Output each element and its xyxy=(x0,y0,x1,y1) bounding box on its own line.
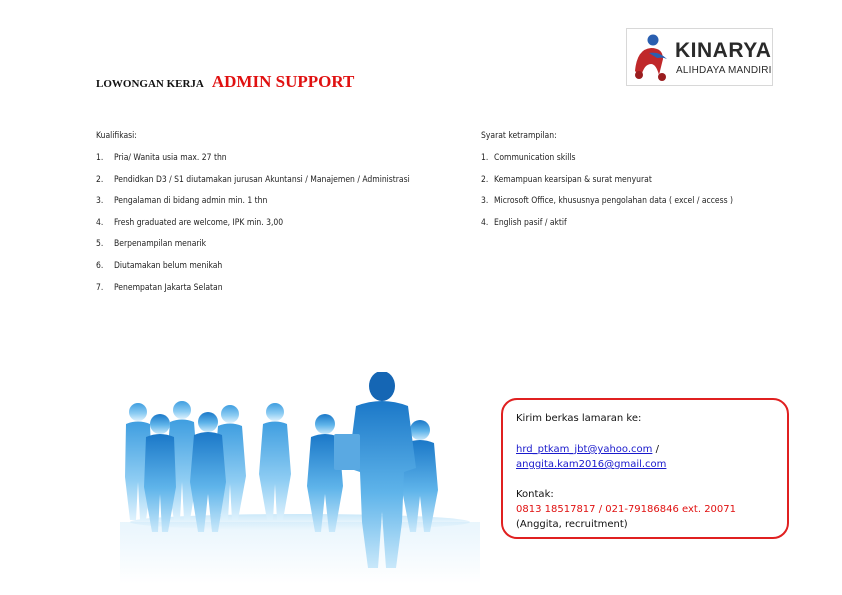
contact-phones: 0813 18517817 / 021-79186846 ext. 20071 xyxy=(516,504,737,515)
item-text: Communication skills xyxy=(494,153,576,163)
qualifications-title: Kualifikasi: xyxy=(96,131,137,141)
item-number: 3. xyxy=(481,196,489,207)
title-prefix: LOWONGAN KERJA xyxy=(96,78,204,90)
item-text: Pengalaman di bidang admin min. 1 thn xyxy=(114,196,268,207)
item-number: 4. xyxy=(96,217,104,228)
item-number: 5. xyxy=(96,239,104,250)
item-text: Penempatan Jakarta Selatan xyxy=(114,282,223,293)
skills-title: Syarat ketrampilan: xyxy=(481,131,557,141)
email-separator: / xyxy=(655,444,659,455)
item-number: 2. xyxy=(96,174,104,185)
item-number: 1. xyxy=(481,153,489,163)
item-text: English pasif / aktif xyxy=(494,217,567,228)
contact-intro: Kirim berkas lamaran ke: xyxy=(516,413,642,424)
business-people-illustration xyxy=(120,372,480,584)
item-number: 2. xyxy=(481,174,489,185)
page-title xyxy=(96,72,354,92)
item-text: Pria/ Wanita usia max. 27 thn xyxy=(114,153,227,163)
item-number: 6. xyxy=(96,260,104,271)
item-text: Diutamakan belum menikah xyxy=(114,260,223,271)
company-logo xyxy=(626,28,773,86)
kinarya-logo-icon xyxy=(629,31,673,83)
item-text: Kemampuan kearsipan & surat menyurat xyxy=(494,174,652,185)
logo-name: KINARYA xyxy=(675,39,772,62)
item-number: 1. xyxy=(96,153,104,163)
contact-box xyxy=(501,398,789,539)
item-text: Pendidkan D3 / S1 diutamakan jurusan Akuntansi / Manajemen / Administrasi xyxy=(114,174,410,185)
contact-person: (Anggita, recruitment) xyxy=(516,519,628,530)
logo-subtitle: ALIHDAYA MANDIRI xyxy=(676,65,772,76)
item-text: Fresh graduated are welcome, IPK min. 3,00 xyxy=(114,217,284,228)
item-text: Berpenampilan menarik xyxy=(114,239,207,250)
email-link-secondary[interactable]: anggita.kam2016@gmail.com xyxy=(516,459,667,470)
item-number: 3. xyxy=(96,196,104,207)
item-text: Microsoft Office, khususnya pengolahan data ( excel / access ) xyxy=(494,196,734,207)
item-number: 7. xyxy=(96,282,104,293)
contact-label: Kontak: xyxy=(516,489,554,500)
job-position: ADMIN SUPPORT xyxy=(211,72,355,91)
email-link-primary[interactable]: hrd_ptkam_jbt@yahoo.com xyxy=(516,444,653,455)
item-number: 4. xyxy=(481,217,489,228)
